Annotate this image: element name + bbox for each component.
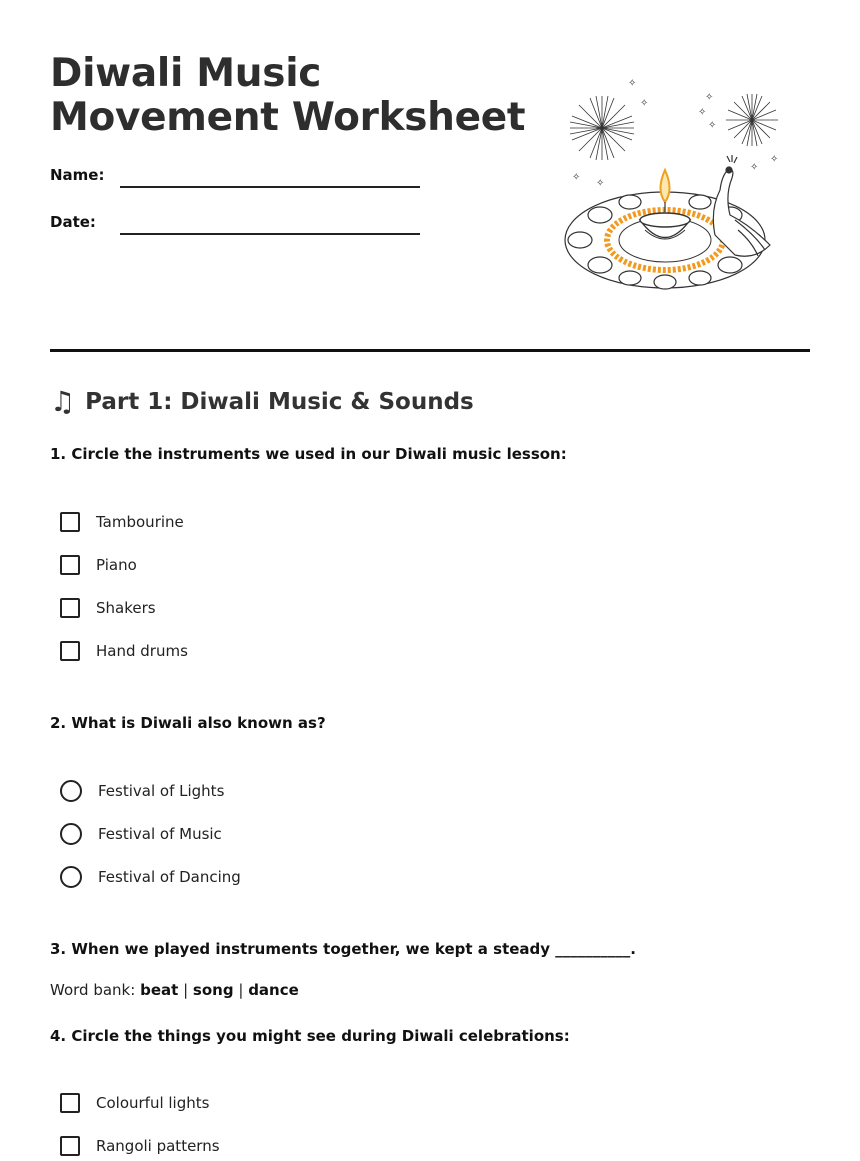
date-label: Date: — [50, 213, 96, 231]
checkbox[interactable] — [60, 512, 80, 532]
svg-text:✧: ✧ — [698, 107, 707, 118]
svg-text:✧: ✧ — [628, 78, 637, 89]
option-label: Rangoli patterns — [96, 1137, 220, 1155]
word-separator: | — [183, 981, 189, 999]
firework-left-icon — [570, 96, 634, 160]
option-label: Colourful lights — [96, 1094, 210, 1112]
question-1: 1. Circle the instruments we used in our Diwali music lesson: — [50, 445, 567, 463]
option-festival-of-lights[interactable] — [60, 780, 224, 802]
question-2: 2. What is Diwali also known as? — [50, 714, 326, 732]
option-tambourine[interactable] — [60, 512, 184, 532]
word-separator: | — [238, 981, 244, 999]
checkbox[interactable] — [60, 1136, 80, 1156]
date-field[interactable] — [120, 233, 420, 235]
checkbox[interactable] — [60, 555, 80, 575]
option-label: Piano — [96, 556, 137, 574]
radio-button[interactable] — [60, 823, 82, 845]
option-colourful-lights[interactable] — [60, 1093, 209, 1113]
svg-text:✧: ✧ — [708, 120, 717, 131]
name-label: Name: — [50, 166, 105, 184]
music-note-icon: ♫ — [50, 385, 76, 418]
option-label: Shakers — [96, 599, 156, 617]
radio-button[interactable] — [60, 866, 82, 888]
option-shakers[interactable] — [60, 598, 156, 618]
word-bank-label: Word bank: — [50, 981, 136, 999]
option-festival-of-music[interactable] — [60, 823, 222, 845]
peacock-icon — [713, 155, 770, 256]
svg-text:✧: ✧ — [572, 172, 581, 183]
option-piano[interactable] — [60, 555, 137, 575]
svg-text:✧: ✧ — [705, 92, 714, 103]
option-label: Hand drums — [96, 642, 188, 660]
name-field[interactable] — [120, 186, 420, 188]
option-festival-of-dancing[interactable] — [60, 866, 241, 888]
checkbox[interactable] — [60, 1093, 80, 1113]
option-label: Tambourine — [96, 513, 184, 531]
word-song: song — [192, 981, 234, 999]
question-4: 4. Circle the things you might see during Diwali celebrations: — [50, 1027, 570, 1045]
page-title: Diwali Music Movement Worksheet — [50, 51, 526, 140]
option-label: Festival of Lights — [98, 782, 225, 800]
option-label: Festival of Music — [98, 825, 222, 843]
radio-button[interactable] — [60, 780, 82, 802]
svg-text:✧: ✧ — [750, 162, 759, 173]
part-1-heading — [50, 385, 474, 418]
part-1-heading-text: Part 1: Diwali Music & Sounds — [85, 389, 474, 415]
svg-text:✧: ✧ — [596, 178, 605, 189]
firework-right-icon — [726, 94, 778, 146]
checkbox[interactable] — [60, 641, 80, 661]
word-beat: beat — [140, 981, 179, 999]
svg-text:✧: ✧ — [640, 98, 649, 109]
svg-text:✧: ✧ — [770, 154, 779, 165]
word-dance: dance — [248, 981, 299, 999]
option-rangoli-patterns[interactable] — [60, 1136, 220, 1156]
word-bank — [50, 981, 299, 999]
diwali-illustration — [560, 70, 790, 300]
question-3: 3. When we played instruments together, we kept a steady __________. — [50, 940, 636, 958]
section-divider — [50, 349, 810, 352]
option-hand-drums[interactable] — [60, 641, 188, 661]
option-label: Festival of Dancing — [98, 868, 241, 886]
checkbox[interactable] — [60, 598, 80, 618]
